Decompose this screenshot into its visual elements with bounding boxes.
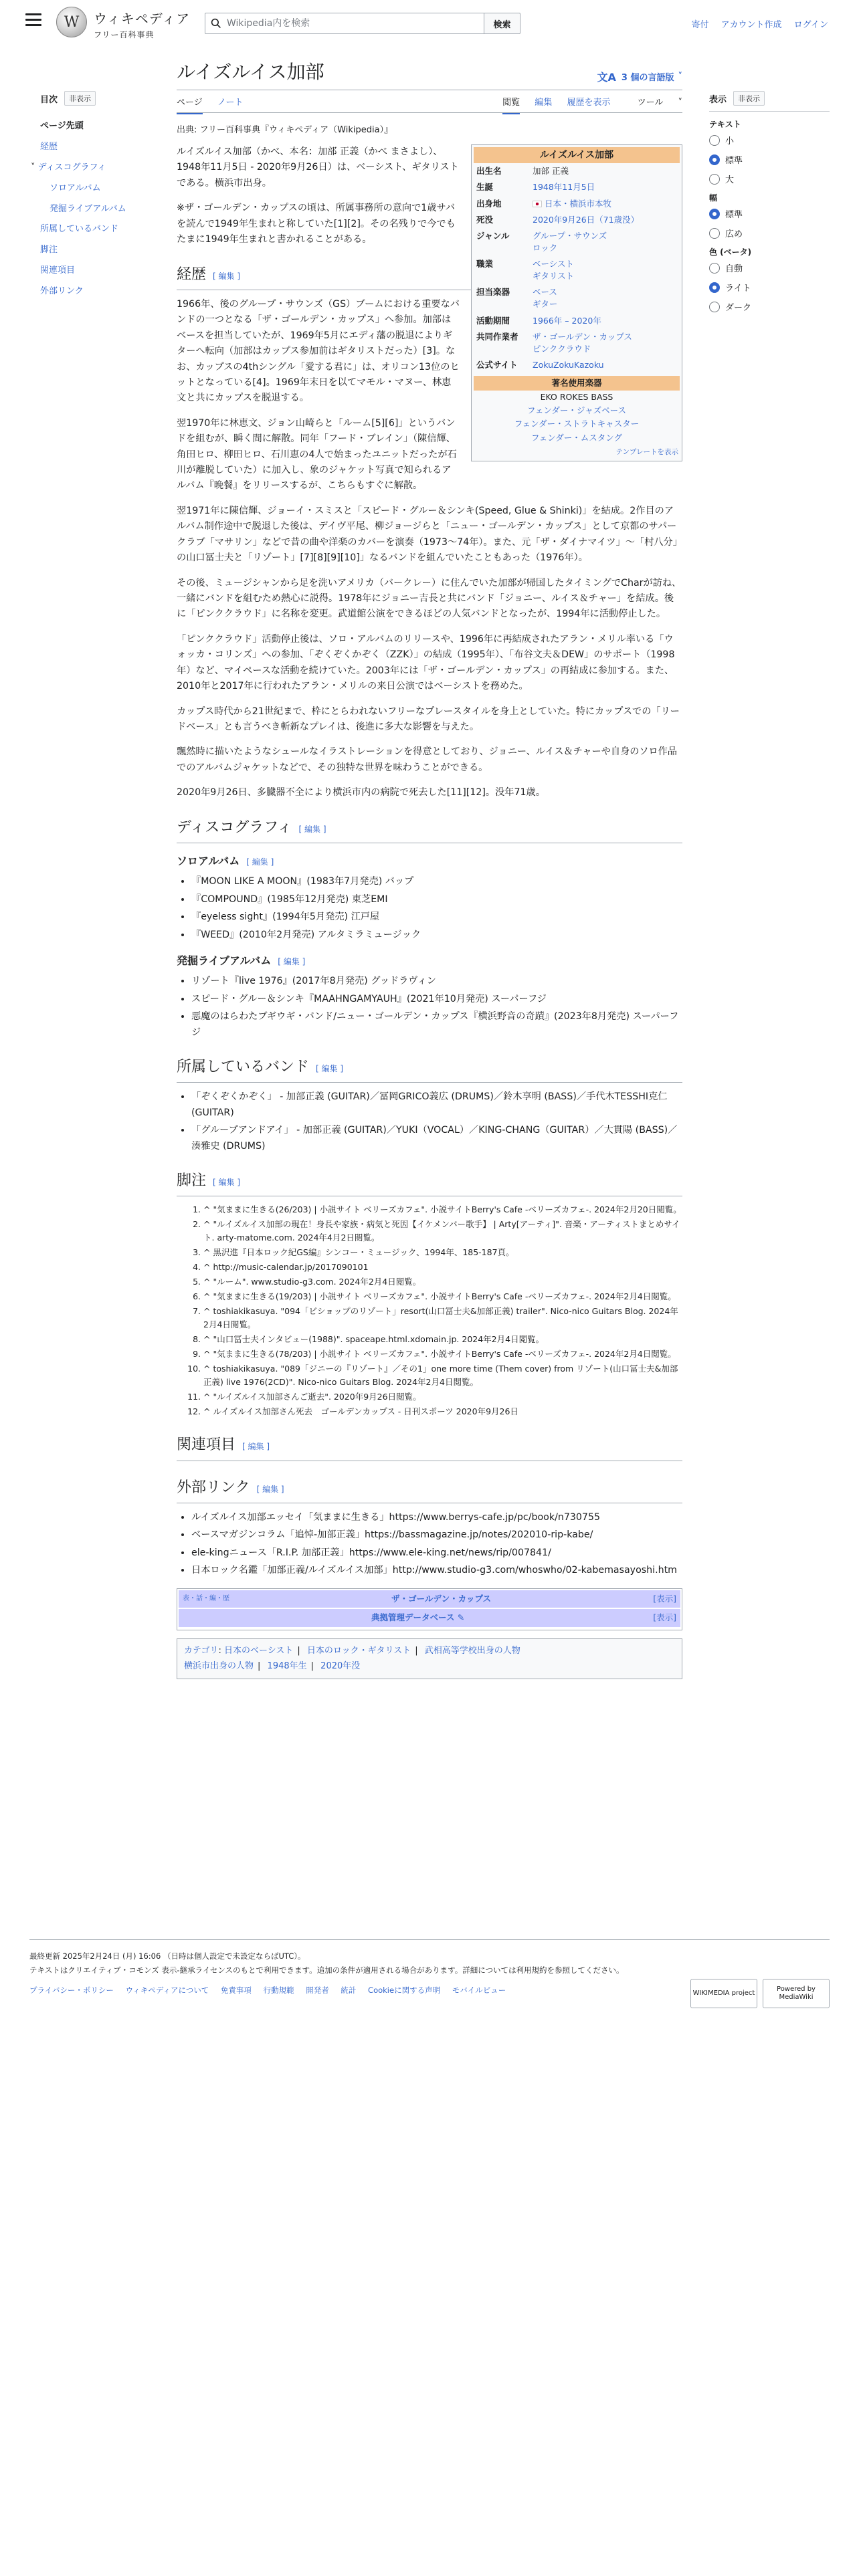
radio-label: ライト <box>725 284 751 294</box>
article-body <box>177 144 682 1679</box>
section-related-heading <box>177 1433 682 1461</box>
toc-title: 目次 <box>40 94 58 105</box>
width-label: 幅 <box>709 193 718 203</box>
section-title: 脚注 <box>177 1172 207 1190</box>
infobox-label: 生誕 <box>476 182 494 193</box>
footer-link[interactable]: プライバシー・ポリシー <box>29 1985 114 1996</box>
create-account-link[interactable]: アカウント作成 <box>721 20 782 30</box>
edit-pencil-icon: ✎ <box>457 1612 465 1623</box>
external-links-list <box>191 1510 682 1579</box>
reference-item: 1. ^ "気ままに生きる(26/203) | 小説サイト ベリーズカフェ". 小説サイトBerry's Cafe -ベリーズカフェ-. 2024年2月20日閲覧。 <box>203 1203 682 1216</box>
live-list <box>191 974 682 1041</box>
page-title: ルイズルイス加部 <box>177 61 324 83</box>
edit-label: 編集 <box>304 824 320 834</box>
navbox-title[interactable]: ザ・ゴールデン・カップス <box>391 1593 492 1604</box>
section-title: ディスコグラフィ <box>177 819 292 836</box>
career-paragraph: カップス時代から21世紀まで、枠にとらわれないフリーなプレースタイルを身上としていた。特にカップスでの「リードベース」とも言うべき斬新なプレイは、後進に多大な影響を与えた。 <box>177 706 680 732</box>
toc-item-label: ディスコグラフィ <box>37 162 106 173</box>
infobox-row <box>474 329 680 357</box>
infobox <box>471 144 682 461</box>
infobox-label: 死没 <box>476 214 494 225</box>
section-live-heading <box>177 952 682 970</box>
reference-item: 5. ^ "ルーム". www.studio-g3.com. 2024年2月4日閲覧。 <box>203 1275 682 1289</box>
tab-edit[interactable]: 編集 <box>535 98 553 108</box>
reference-item: 10. ^ toshiakikasuya. "089「ジニーの『リゾート』／その1」one more time (Them cover) from リゾート(山口冨士夫&加部正義) live 1976(2CD)". Nico-nico Guitars Blog. 2024年2月4日閲覧。 <box>203 1362 682 1389</box>
color-auto-radio[interactable] <box>709 261 830 274</box>
infobox-label: 出生名 <box>476 166 502 177</box>
reference-item: 6. ^ "気ままに生きる(19/203) | 小説サイト ベリーズカフェ". 小説サイトBerry's Cafe -ベリーズカフェ-. 2024年2月4日閲覧。 <box>203 1290 682 1303</box>
footer-link[interactable]: ウィキペディアについて <box>125 1985 209 1996</box>
infobox-row <box>474 284 680 312</box>
edit-label: 編集 <box>283 957 300 967</box>
category-link[interactable]: 2020年没 <box>320 1661 361 1672</box>
reference-item: 11. ^ "ルイズルイス加部さんご逝去". 2020年9月26日閲覧。 <box>203 1390 682 1404</box>
infobox-value[interactable]: 1966年 – 2020年 <box>533 315 601 326</box>
career-paragraph: 1966年、後のグループ・サウンズ（GS）ブームにおける重要なバンドの一つとなる「ザ・ゴールデン・カップス」へ参加。加部はベースを担当していたが、1969年5月にエディ藩の脱退によりギターへ転向（加部はカップス参加前はギタリストだった）[3]。なお、カップスの4thシングル「愛する君に」は、オリコン13位のヒットとなっている[4]。1969年末日を以てマモル・マヌー、林恵文と共にカップスを脱退する。 <box>177 298 460 404</box>
wikimedia-badge[interactable]: WIKIMEDIA project <box>690 1979 757 2008</box>
section-title: ソロアルバム <box>177 854 240 867</box>
reference-item: 8. ^ "山口冨士夫インタビュー(1988)". spaceape.html.xdomain.jp. 2024年2月4日閲覧。 <box>203 1333 682 1346</box>
infobox-value <box>533 198 677 210</box>
career-paragraph: その後、ミュージシャンから足を洗いアメリカ（バークレー）に住んでいた加部が帰国したタイミングでCharが訪ね、一緒にバンドを組むため熱心に説得。1978年にジョニー吉長と共にバンド「ジョニー、ルイス＆チャー」を結成。後に「ピンククラウド」に名称を変更。武道館公演をできるほどの人気バンドとなったが、1994年に活動停止した。 <box>177 577 682 620</box>
tab-history[interactable]: 履歴を表示 <box>567 98 611 108</box>
infobox-value: 加部 正義 <box>533 166 569 177</box>
edit-section-link[interactable]: [ 編集 ] <box>278 957 306 967</box>
edit-label: 編集 <box>252 857 268 867</box>
section-title: 発掘ライブアルバム <box>177 954 272 968</box>
toc-item-live[interactable]: 発掘ライブアルバム <box>50 203 126 214</box>
tab-tools[interactable] <box>626 98 682 108</box>
template-link[interactable]: テンプレートを表示 <box>615 447 678 456</box>
chevron-down-icon[interactable]: ˅ <box>31 162 35 173</box>
text-standard-radio[interactable] <box>709 153 830 166</box>
footer-link[interactable]: 統計 <box>341 1985 357 1996</box>
infobox-value[interactable]: 1948年11月5日 <box>533 182 595 193</box>
radio-circle[interactable] <box>709 302 720 312</box>
reference-item: 2. ^ "ルイズルイス加部の現在！身長や家族・病気と死因【イケメンバー歌手】 | Arty[アーティ]". 音楽・アーティストまとめサイト. arty-matome.com. 2024年4月2日閲覧。 <box>203 1218 682 1245</box>
list-item: • 「グループアンドアイ」 - 加部正義 (GUITAR)／YUKI（VOCAL）／KING-CHANG（GUITAR）／大貫陽 (BASS)／湊雅史 (DRUMS) <box>191 1123 682 1154</box>
list-item: • リゾート『live 1976』(2017年8月発売) グッドラヴィン <box>191 974 682 989</box>
reference-item: 7. ^ toshiakikasuya. "094「ビショップのリゾート」resort(山口冨士夫&加部正義) trailer". Nico-nico Guitars Blog. 2024年2月4日閲覧。 <box>203 1305 682 1331</box>
category-link[interactable]: 武相高等学校出身の人物 <box>424 1645 520 1656</box>
search-box <box>205 13 484 34</box>
tab-page[interactable]: ページ <box>177 98 203 114</box>
edit-label: 編集 <box>248 1442 264 1452</box>
infobox-value[interactable]: ベース ギター <box>533 287 558 310</box>
footer-link[interactable]: モバイルビュー <box>452 1985 506 1996</box>
infobox-label: 担当楽器 <box>476 287 510 298</box>
width-standard-radio[interactable] <box>709 207 830 220</box>
tab-read[interactable]: 閲覧 <box>502 98 520 114</box>
infobox-row <box>474 212 680 228</box>
text-size-label: テキスト <box>709 120 741 129</box>
edit-label: 編集 <box>262 1484 279 1494</box>
donate-link[interactable]: 寄付 <box>691 20 709 30</box>
wordmark-tagline: フリー百科事典 <box>94 30 155 39</box>
radio-label: 自動 <box>725 264 743 274</box>
language-icon: 文A <box>597 71 616 84</box>
last-updated: 最終更新 2025年2月24日 (月) 16:06 （日時は個人設定で未設定ならばUTC）。 <box>29 1951 306 1961</box>
login-link[interactable]: ログイン <box>793 20 828 30</box>
infobox-row <box>474 313 680 329</box>
language-count: 3 個の言語版 <box>621 73 674 83</box>
radio-circle[interactable] <box>709 154 720 165</box>
authority-row <box>179 1609 680 1627</box>
category-links: カテゴリ: 日本のベーシスト | 日本のロック・ギタリスト | 武相高等学校出身の人物 横浜市出身の人物 | 1948年生 | 2020年没 <box>177 1638 682 1679</box>
toc-item-career[interactable]: 経歴 <box>40 141 58 152</box>
radio-circle[interactable] <box>709 263 720 274</box>
color-light-radio[interactable] <box>709 281 830 294</box>
career-paragraph: 飄然時に描いたようなシュールなイラストレーションを得意としており、ジョニー、ルイス＆チャーや自身のソロ作品でのアルバムジャケットなどで、その独特な世界を味わうことができる。 <box>177 746 677 773</box>
infobox-instruments-title: 著名使用楽器 <box>474 376 680 391</box>
site-header <box>0 0 859 44</box>
infobox-instrument[interactable]: フェンダー・ストラトキャスター <box>514 419 640 429</box>
authority-title[interactable] <box>371 1611 464 1625</box>
infobox-value[interactable]: ベーシスト ギタリスト <box>533 259 575 282</box>
wordmark[interactable] <box>94 8 190 40</box>
infobox-row <box>474 357 680 373</box>
appearance-title: 表示 <box>709 94 727 105</box>
toc-header <box>40 91 161 106</box>
external-link[interactable]: • 日本ロック名鑑「加部正義/ルイズルイス加部」http://www.studio-g3.com/whoswho/02-kabemasayoshi.htm <box>191 1563 682 1578</box>
edit-label: 編集 <box>218 271 235 281</box>
text-large-radio[interactable] <box>709 173 830 185</box>
edit-section-link[interactable]: [ 編集 ] <box>316 1064 344 1074</box>
section-bands-heading <box>177 1055 682 1083</box>
radio-label: 小 <box>725 136 735 146</box>
footer-link[interactable]: 免責事項 <box>220 1985 252 1996</box>
section-title: 関連項目 <box>177 1436 236 1454</box>
search-input[interactable] <box>227 18 484 29</box>
appearance-header <box>709 91 830 112</box>
edit-section-link[interactable]: [ 編集 ] <box>213 271 241 281</box>
list-item: • 「ぞくぞくかぞく」 - 加部正義 (GUITAR)／冨岡GRICO義広 (DRUMS)／鈴木享明 (BASS)／手代木TESSHI克仁 (GUITAR) <box>191 1089 682 1121</box>
infobox-row <box>474 179 680 195</box>
bands-list <box>191 1089 682 1154</box>
infobox-row <box>474 256 680 284</box>
infobox-label: 活動期間 <box>476 315 510 326</box>
category-link[interactable]: 1948年生 <box>267 1661 307 1672</box>
section-title: 経歴 <box>177 265 207 283</box>
page-footer <box>29 1939 830 2001</box>
infobox-label: ジャンル <box>476 230 510 241</box>
career-paragraph: 「ピンククラウド」活動停止後は、ソロ・アルバムのリリースや、1996年に再結成されたアラン・メリル率いる「ウォッカ・コリンズ」への参加、「ぞくぞくかぞく（ZZK）」の結成（1995年）、「布谷文夫＆DEW」のサポート（1998年）など、マイペースな活動を続けていた。2003年には「ザ・ゴールデン・カップス」の再結成に参加する。また、2010年と2017年に行われたアラン・メリルの来日公演ではベーシストを務めた。 <box>177 633 675 692</box>
infobox-label: 職業 <box>476 259 494 270</box>
toc-item-top[interactable]: ページ先頭 <box>40 121 84 131</box>
birthplace-link[interactable]: 日本・横浜市本牧 <box>545 198 612 209</box>
infobox-row <box>474 163 680 179</box>
footer-link[interactable]: Cookieに関する声明 <box>368 1985 441 1996</box>
search-form <box>205 13 520 34</box>
mediawiki-badge[interactable]: Powered by MediaWiki <box>763 1979 830 2008</box>
chevron-down-icon: ˅ <box>678 72 682 82</box>
references-list <box>203 1203 682 1418</box>
authority-show-button[interactable]: [表示] <box>653 1612 676 1623</box>
infobox-value[interactable]: ZokuZokuKazoku <box>533 359 604 370</box>
table-of-contents <box>31 91 161 302</box>
title-row <box>177 58 682 90</box>
toc-item-solo[interactable]: ソロアルバム <box>50 183 101 193</box>
category-link[interactable]: 横浜市出身の人物 <box>184 1661 254 1672</box>
infobox-label: 共同作業者 <box>476 331 518 342</box>
appearance-hide-button[interactable]: 非表示 <box>733 91 765 106</box>
edit-label: 編集 <box>218 1178 235 1188</box>
infobox-title: ルイズルイス加部 <box>474 147 680 163</box>
list-item: • 悪魔のはらわたブギウギ・バンド/ニュー・ゴールデン・カップス『横浜野音の奇蹟』(2023年8月発売) スーパーフジ <box>191 1009 682 1041</box>
width-wide-radio[interactable] <box>709 227 830 239</box>
main-content <box>177 58 682 1679</box>
toc-item-notes[interactable]: 脚注 <box>40 245 58 255</box>
edit-section-link[interactable]: [ 編集 ] <box>213 1178 241 1188</box>
article-source-note: 出典: フリー百科事典『ウィキペディア（Wikipedia）』 <box>177 125 393 135</box>
radio-label: 大 <box>725 175 735 185</box>
tab-tools-label: ツール <box>637 98 664 108</box>
color-label: 色 (ベータ) <box>709 247 752 257</box>
categories-label[interactable]: カテゴリ <box>184 1645 219 1656</box>
infobox-value[interactable]: ザ・ゴールデン・カップス ピンククラウド <box>533 331 632 354</box>
list-item: • 『COMPOUND』(1985年12月発売) 東芝EMI <box>191 892 682 907</box>
radio-label: ダーク <box>725 303 752 313</box>
toc-item-external[interactable]: 外部リンク <box>40 286 84 297</box>
category-link[interactable]: 日本のロック・ギタリスト <box>306 1645 411 1656</box>
radio-label: 標準 <box>725 156 743 166</box>
footer-link[interactable]: 開発者 <box>306 1985 329 1996</box>
appearance-panel <box>709 91 830 320</box>
radio-circle[interactable] <box>709 228 720 239</box>
chevron-down-icon: ˅ <box>678 98 682 108</box>
section-title: 外部リンク <box>177 1479 250 1496</box>
reference-item: 12. ^ ルイズルイス加部さん死去 ゴールデンカップス - 日刊スポーツ 2020年9月26日 <box>203 1405 682 1418</box>
toc-hide-button[interactable]: 非表示 <box>64 91 96 106</box>
toc-item-discography[interactable] <box>31 158 161 179</box>
main-menu-icon[interactable] <box>25 13 41 28</box>
external-link[interactable]: • ele-kingニュース「R.I.P. 加部正義」https://www.ele-king.net/news/rip/007841/ <box>191 1545 682 1561</box>
reference-item: 3. ^ 黒沢進『日本ロック紀GS編』シンコー・ミュージック、1994年、185-187頁。 <box>203 1246 682 1259</box>
tab-talk[interactable]: ノート <box>217 98 244 108</box>
list-item: • スピード・グルー＆シンキ『MAAHNGAMYAUH』(2021年10月発売) スーパーフジ <box>191 992 682 1007</box>
edit-section-link[interactable]: [ 編集 ] <box>246 857 274 867</box>
wikipedia-globe-logo[interactable]: W <box>56 7 87 37</box>
lead-note: ※ザ・ゴールデン・カップスの頃は、所属事務所の意向で1歳サバを読んで1949年生まれと称していた[1][2]。その名残りで今でもたまに1949年生まれと書かれることがある。 <box>177 203 456 245</box>
footer-badges <box>685 1979 830 2008</box>
navbox-vde-links[interactable]: 表・話・編・歴 <box>183 1594 229 1602</box>
radio-circle[interactable] <box>709 209 720 219</box>
list-item: • 『WEED』(2010年2月発売) アルタミラミュージック <box>191 928 682 943</box>
radio-label: 標準 <box>725 210 743 220</box>
navbox-show-button[interactable]: [表示] <box>653 1593 676 1604</box>
section-solo-heading <box>177 853 682 870</box>
reference-item: 9. ^ "気ままに生きる(78/203) | 小説サイト ベリーズカフェ". 小説サイトBerry's Cafe -ベリーズカフェ-. 2024年2月4日閲覧。 <box>203 1348 682 1361</box>
page-tabs <box>177 90 682 113</box>
section-discography-heading <box>177 816 682 843</box>
infobox-instrument[interactable]: フェンダー・ジャズベース <box>527 405 626 416</box>
search-icon <box>211 18 221 29</box>
text-small-radio[interactable] <box>709 134 830 146</box>
section-external-heading <box>177 1476 682 1503</box>
navbox-row <box>179 1590 680 1608</box>
language-button[interactable] <box>597 69 682 84</box>
infobox-label: 出身地 <box>476 198 502 209</box>
navbox <box>177 1588 682 1630</box>
edit-section-link[interactable]: [ 編集 ] <box>256 1484 284 1494</box>
career-paragraph: 翌1971年に陳信輝、ジョーイ・スミスと「スピード・グルー＆シンキ(Speed, Glue & Shinki)」を結成。2作目のアルバム制作途中で脱退した後は、デイヴ平尾、柳ジョージらと「ニュー・ゴールデン・カップス」として京都のサパークラブ「マサリン」などで昔の曲や洋楽のカバーを演奏（1973〜74年）。また、元「ザ・ダイナマイツ」〜「村八分」の山口冨士夫と「リゾート」[7][8][9][10]」なるバンドを組んでいたこともあった（1976年）。 <box>177 505 682 564</box>
section-notes-heading <box>177 1169 682 1196</box>
lead-paragraph: ルイズルイス加部（かべ、本名：加部 正義（かべ まさよし）、1948年11月5日 - 2020年9月26日）は、ベーシスト、ギタリストである。横浜市出身。 <box>177 146 459 189</box>
search-button[interactable]: 検索 <box>484 13 520 34</box>
list-item: • 『MOON LIKE A MOON』(1983年7月発売) バップ <box>191 874 682 889</box>
color-dark-radio[interactable] <box>709 300 830 313</box>
toc-item-related[interactable]: 関連項目 <box>40 265 76 276</box>
section-title: 所属しているバンド <box>177 1059 310 1076</box>
japan-flag-icon <box>533 201 542 207</box>
toc-item-bands[interactable]: 所属しているバンド <box>40 224 119 235</box>
reference-item: 4. ^ http://music-calendar.jp/2017090101 <box>203 1261 682 1274</box>
edit-label: 編集 <box>321 1064 338 1074</box>
infobox-row <box>474 228 680 256</box>
user-links <box>682 17 828 30</box>
infobox-value[interactable]: グループ・サウンズ ロック <box>533 230 607 253</box>
infobox-row <box>474 196 680 212</box>
wordmark-title: ウィキペディア <box>94 11 191 27</box>
external-link[interactable]: • ベースマガジンコラム「追悼-加部正義」https://bassmagazine.jp/notes/202010-rip-kabe/ <box>191 1527 682 1543</box>
infobox-value[interactable]: 2020年9月26日（71歳没） <box>533 214 640 225</box>
radio-circle[interactable] <box>709 174 720 185</box>
authority-label: 典拠管理データベース <box>371 1612 455 1623</box>
edit-section-link[interactable]: [ 編集 ] <box>242 1442 270 1452</box>
license-note: テキストはクリエイティブ・コモンズ 表示-継承ライセンスのもとで利用できます。追加の条件が適用される場合があります。詳細については利用規約を参照してください。 <box>29 1965 624 1975</box>
radio-label: 広め <box>725 229 743 239</box>
external-link[interactable]: • ルイズルイス加部エッセイ「気ままに生きる」https://www.berrys-cafe.jp/pc/book/n730755 <box>191 1510 682 1525</box>
career-paragraph: 翌1970年に林恵文、ジョン山崎らと「ルーム[5][6]」というバンドを組むが、瞬く間に解散。同年「フード・ブレイン」（陳信輝、角田ヒロ、柳田ヒロ、石川恵の4人で始まったユニットだったが石川が離脱していた）に加入し、象のジャケット写真で知られるアルバム『晩餐』をリリースするが、こちらもすぐに解散。 <box>177 417 457 492</box>
career-paragraph: 2020年9月26日、多臓器不全により横浜市内の病院で死去した[11][12]。没年71歳。 <box>177 787 545 798</box>
infobox-instrument: EKO ROKES BASS <box>540 392 613 403</box>
infobox-label: 公式サイト <box>476 359 518 370</box>
infobox-instrument[interactable]: フェンダー・ムスタング <box>531 432 623 443</box>
category-link[interactable]: 日本のベーシスト <box>224 1645 294 1656</box>
edit-section-link[interactable]: [ 編集 ] <box>298 824 326 834</box>
list-item: • 『eyeless sight』(1994年5月発売) 江戸屋 <box>191 909 682 925</box>
footer-link[interactable]: 行動規範 <box>263 1985 294 1996</box>
radio-circle[interactable] <box>709 135 720 146</box>
radio-circle[interactable] <box>709 282 720 293</box>
solo-list <box>191 874 682 943</box>
